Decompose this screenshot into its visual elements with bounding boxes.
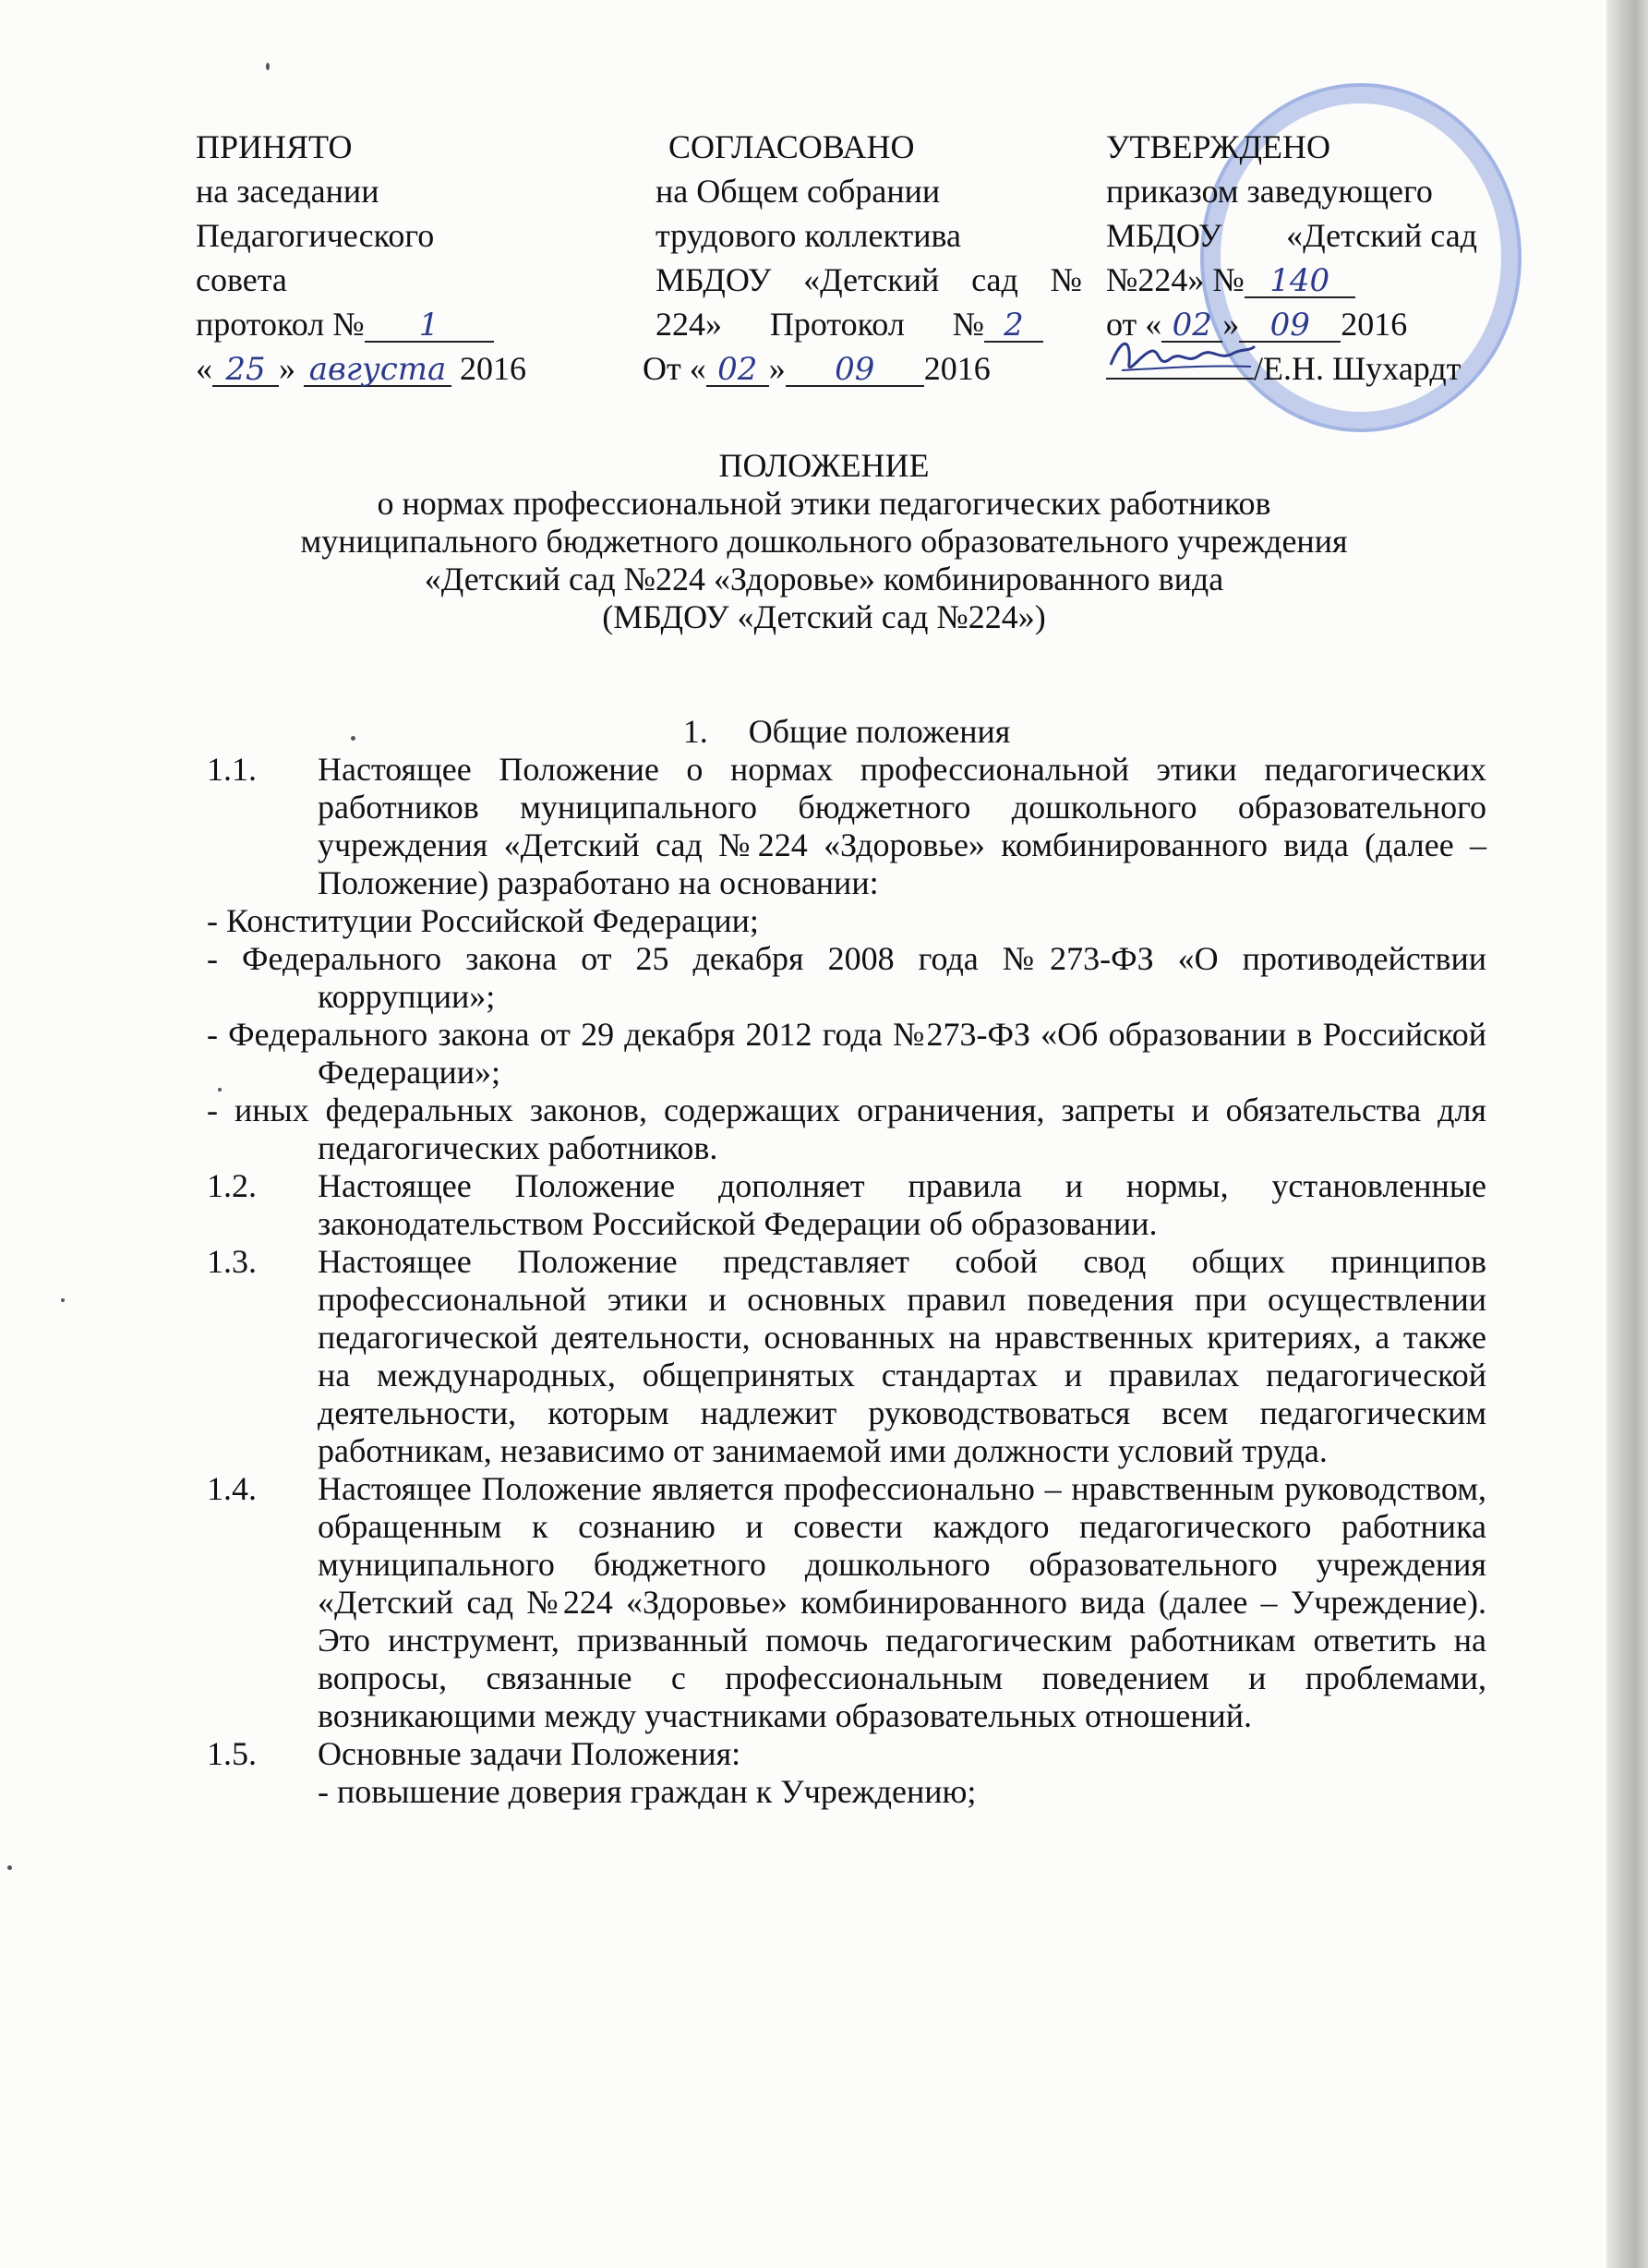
approved-date [1106,302,1494,346]
agreed-protocol-wrap [953,302,1043,346]
scan-page-edge [1606,0,1648,2268]
basis-item-3: - Федерального закона от 29 декабря 2012 года №273-ФЗ «Об образовании в Российской Федерации»; [207,1016,1486,1091]
section-number: 1. [682,713,708,750]
header-approved [1106,125,1494,391]
section-heading [207,713,1486,751]
accepted-title: ПРИНЯТО [196,128,353,165]
paragraph-number: 1.4. [207,1470,257,1507]
scan-speck [7,1865,12,1870]
paragraph-1-1 [207,751,1486,902]
accepted-date [196,346,583,391]
basis-item-2: - Федерального закона от 25 декабря 2008 года №273-ФЗ «О противодействии коррупции»; [207,940,1486,1015]
agreed-date-month: 09 [786,354,924,387]
accepted-date-month: августа [304,354,451,387]
paragraph-text: Настоящее Положение дополняет правила и нормы, установленные законодательством Российской Федерации об образовании. [318,1167,1486,1242]
approved-order [1106,258,1494,302]
accepted-date-close: » [279,350,295,387]
scan-speck [61,1298,65,1302]
agreed-date-close: » [768,350,786,387]
agreed-line4-mid: Протокол [769,306,905,343]
accepted-line2: Педагогического [196,217,435,254]
agreed-date-label: От « [643,350,706,387]
paragraph-1-4 [207,1470,1486,1735]
accepted-line1: на заседании [196,173,379,210]
approved-line2-right: «Детский сад [1286,217,1477,254]
accepted-date-day: 25 [212,354,279,387]
agreed-date-year: 2016 [923,350,991,387]
paragraph-text: Основные задачи Положения: [318,1735,741,1772]
agreed-line2: трудового коллектива [656,217,961,254]
accepted-date-year: 2016 [460,350,526,387]
accepted-line3: совета [196,261,287,298]
header-accepted [196,125,583,391]
approved-order-label: №224» № [1106,261,1245,298]
agreed-line3 [656,258,1082,302]
approved-signatory-line [1106,346,1494,391]
document-body [207,713,1486,1811]
accepted-date-open: « [196,350,212,387]
paragraph-1-3 [207,1243,1486,1470]
agreed-title: СОГЛАСОВАНО [668,128,915,165]
title-line1: ПОЛОЖЕНИЕ [718,447,930,484]
approved-line2-left: МБДОУ [1106,217,1222,254]
scan-speck [218,1088,222,1092]
approved-signature-blank [1106,346,1254,380]
agreed-line3-mid1: «Детский [803,261,940,298]
paragraph-1-2 [207,1167,1486,1243]
approved-date-day: 02 [1161,309,1222,343]
agreed-line4-left: 224» [656,306,722,343]
paragraph-text: Настоящее Положение представляет собой свод общих принципов профессиональной этики и основных правил поведения при осуществлении педагогической деятельности, основанных на нравственных критериях, а также на международных, общепринятых стандартах и правилах педагогической деятельности, которым надлежит руководствоваться всем педагогическим работникам, независимо от занимаемой ими должности условий труда. [318,1243,1486,1469]
approved-date-close: » [1222,306,1240,343]
approved-date-label: от « [1106,306,1162,343]
task-item-1: - повышение доверия граждан к Учреждению; [318,1773,977,1810]
accepted-protocol-label: протокол № [196,306,365,343]
paragraph-number: 1.1. [207,751,257,788]
agreed-line3-right: № [1050,261,1082,298]
agreed-line3-left: МБДОУ [656,261,772,298]
section-title: Общие положения [748,713,1011,750]
accepted-protocol [196,302,583,346]
agreed-line3-mid2: сад [971,261,1018,298]
title-line2: о нормах профессиональной этики педагогических работников [377,485,1271,522]
document-title [0,447,1648,636]
accepted-protocol-number: 1 [365,309,494,343]
agreed-date [643,346,1089,391]
agreed-date-day: 02 [706,354,769,387]
approved-signatory: /Е.Н. Шухардт [1254,350,1462,387]
paragraph-number: 1.3. [207,1243,257,1280]
approved-title: УТВЕРЖДЕНО [1106,128,1331,165]
paragraph-1-5 [207,1735,1486,1773]
paragraph-text: Настоящее Положение о нормах профессиональной этики педагогических работников муниципального бюджетного дошкольного образовательного учреждения «Детский сад №224 «Здоровье» комбинированного вида (далее – Положение) разработано на основании: [318,751,1486,901]
paragraph-number: 1.2. [207,1167,257,1204]
approved-order-number: 140 [1245,265,1355,298]
agreed-protocol-number: 2 [984,309,1043,343]
scan-speck [266,63,270,70]
approved-line2 [1106,213,1477,258]
agreed-line4-right: № [952,306,984,343]
title-line4: «Детский сад №224 «Здоровье» комбинированного вида [424,561,1224,597]
approved-date-month: 09 [1239,309,1341,343]
approved-line1: приказом заведующего [1106,173,1433,210]
header-agreed [643,125,1089,391]
paragraph-text: Настоящее Положение является профессионально – нравственным руководством, обращенным к сознанию и совести каждого педагогического работника муниципального бюджетного дошкольного образовательного учреждения «Детский сад №224 «Здоровье» комбинированного вида (далее – Учреждение). Это инструмент, призванный помочь педагогическим работникам ответить на вопросы, связанные с профессиональным поведением и проблемами, возникающими между участниками образовательных отношений. [318,1470,1486,1734]
agreed-line4 [656,302,1043,346]
scan-speck [351,736,355,741]
title-line3: муниципального бюджетного дошкольного образовательного учреждения [300,523,1348,560]
title-line5: (МБДОУ «Детский сад №224») [602,598,1046,635]
basis-item-4: - иных федеральных законов, содержащих ограничения, запреты и обязательства для педагогических работников. [207,1092,1486,1166]
basis-item-1: - Конституции Российской Федерации; [207,902,759,939]
agreed-line1: на Общем собрании [656,173,941,210]
paragraph-number: 1.5. [207,1735,257,1772]
approved-date-year: 2016 [1341,306,1408,343]
